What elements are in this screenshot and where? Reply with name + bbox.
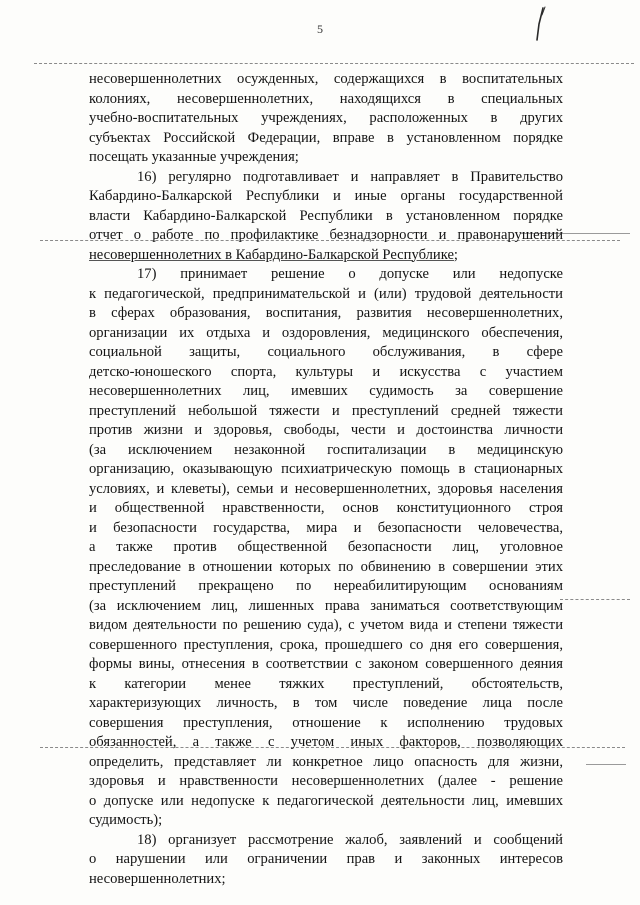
text-line: к педагогической, предпринимательской и (или) трудовой деятельности: [89, 285, 563, 302]
text-line: обязанностей, а также с учетом иных факторов, позволяющих: [89, 734, 563, 750]
paragraph-p18: [89, 831, 563, 890]
text-line: против жизни и здоровья, свободы, чести и достоинства личности: [89, 422, 563, 438]
text-line: и общественной нравственности, основ конституционного строя: [89, 500, 563, 516]
text-line: формы вины, отнесения в соответствии с законом совершенного деяния: [89, 656, 563, 672]
handwritten-mark: [528, 6, 548, 42]
scan-artifact-line: [586, 764, 626, 765]
text-line: несовершеннолетних в Кабардино-Балкарской Республике;: [89, 246, 458, 263]
scan-artifact-line: [34, 63, 634, 64]
paragraph-p16: [89, 168, 563, 266]
text-line: условиях, и клеветы), семьи и несовершеннолетних, здоровья населения: [89, 480, 563, 497]
text-line: преследование в отношении которых по обвинению в совершении этих: [89, 558, 563, 575]
text-line: преступлений прекращено по нереабилитирующим основаниям: [89, 578, 563, 594]
text-line: 17) принимает решение о допуске или недопуске: [137, 266, 563, 282]
text-line: здоровья и нравственности несовершеннолетних (далее - решение: [89, 773, 563, 789]
text-line: судимость);: [89, 812, 163, 828]
paragraph-p17: [89, 265, 563, 831]
text-line: совершения преступления, отношение к исполнению трудовых: [89, 714, 563, 731]
text-line: определить, представляет ли конкретное лицо опасность для жизни,: [89, 753, 563, 770]
text-line: видом деятельности по решению суда), с учетом вида и степени тяжести: [89, 617, 563, 633]
scan-artifact-line: [560, 599, 630, 600]
text-line: преступлений небольшой тяжести и преступлений средней тяжести: [89, 402, 563, 419]
text-line: совершенного преступления, срока, прошедшего со дня его совершения,: [89, 636, 563, 653]
text-line: (за исключением лиц, лишенных права заниматься соответствующим: [89, 597, 563, 614]
text-line: (за исключением незаконной госпитализации в медицинскую: [89, 441, 563, 458]
text-line: организацию, оказывающую психиатрическую помощь в стационарных: [89, 461, 563, 477]
text-line: отчет о работе по профилактике безнадзорности и правонарушений: [89, 227, 563, 243]
text-line: и безопасности государства, мира и безопасности человечества,: [89, 519, 563, 536]
text-line: организации их отдыха и оздоровления, медицинского обеспечения,: [89, 324, 563, 341]
text-line: субъектах Российской Федерации, вправе в установленном порядке: [89, 129, 563, 146]
text-line: колониях, несовершеннолетних, находящихся в специальных: [89, 90, 563, 107]
text-line: Кабардино-Балкарской Республики и иные органы государственной: [89, 188, 563, 204]
page-number: 5: [317, 22, 323, 36]
text-line: о нарушении или ограничении прав и законных интересов: [89, 851, 563, 867]
paragraph-p15-tail: [89, 70, 563, 168]
text-line: посещать указанные учреждения;: [89, 149, 299, 165]
text-line: характеризующих личность, в том числе поведение лица после: [89, 695, 563, 711]
text-line: 16) регулярно подготавливает и направляет в Правительство: [137, 168, 563, 185]
text-line: в сферах образования, воспитания, развития несовершеннолетних,: [89, 305, 563, 321]
text-line: несовершеннолетних осужденных, содержащихся в воспитательных: [89, 71, 563, 87]
text-line: 18) организует рассмотрение жалоб, заявлений и сообщений: [137, 831, 563, 848]
text-line: учебно-воспитательных учреждениях, расположенных в других: [89, 110, 563, 126]
text-line: детско-юношеского спорта, культуры и искусства с участием: [89, 363, 563, 380]
text-line: а также против общественной безопасности лиц, уголовное: [89, 539, 563, 555]
text-line: о допуске или недопуске к педагогической деятельности лиц, имевших: [89, 792, 563, 809]
text-line: социальной защиты, социального обслуживания, в сфере: [89, 344, 563, 360]
text-line: несовершеннолетних;: [89, 870, 226, 887]
text-line: несовершеннолетних лиц, имевших судимость за совершение: [89, 383, 563, 399]
text-line: власти Кабардино-Балкарской Республики в установленном порядке: [89, 207, 563, 224]
document-body: [89, 70, 563, 889]
text-line: к категории менее тяжких преступлений, обстоятельств,: [89, 675, 563, 692]
